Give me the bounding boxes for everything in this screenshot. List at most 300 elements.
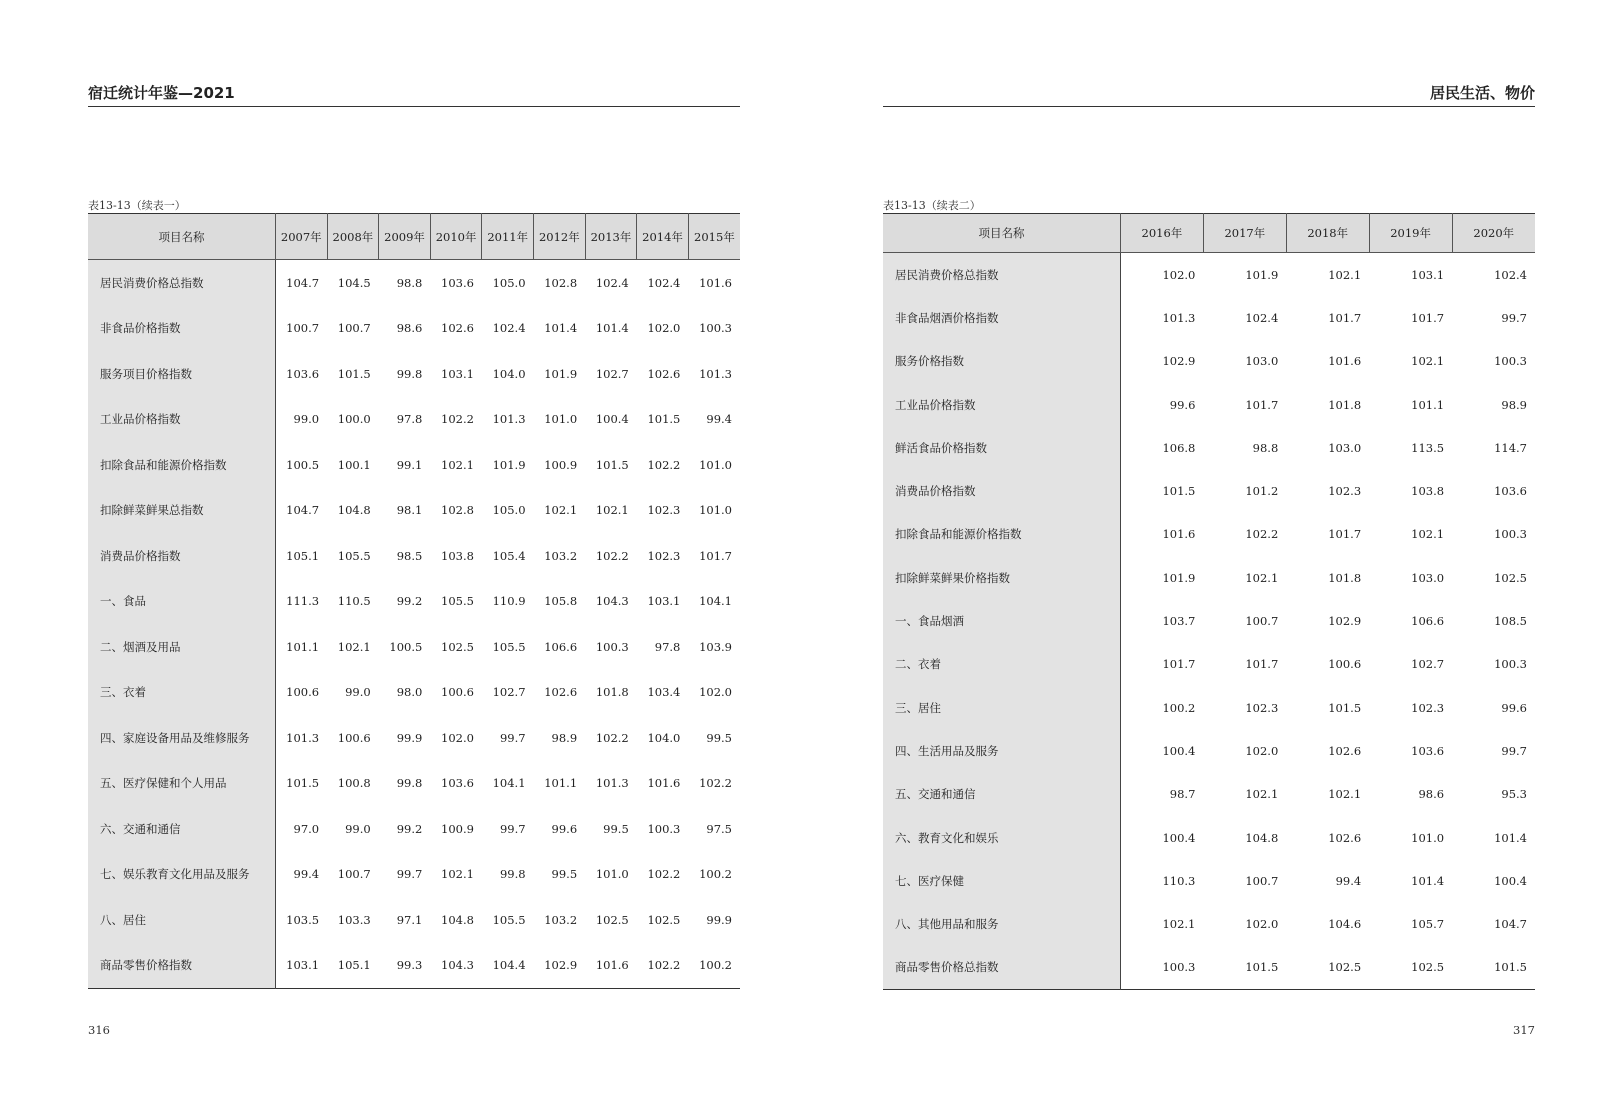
row-label: 商品零售价格指数 xyxy=(88,943,276,989)
table-header-row xyxy=(883,214,1535,253)
index-value: 101.3 xyxy=(492,412,526,427)
table-row xyxy=(883,946,1535,990)
index-value: 104.7 xyxy=(1494,917,1527,932)
index-value: 100.4 xyxy=(1162,830,1196,845)
table-caption: 表13-13（续表二） xyxy=(883,199,981,212)
row-label: 工业品价格指数 xyxy=(883,383,1121,426)
index-value: 102.1 xyxy=(1162,917,1196,932)
index-value: 101.5 xyxy=(647,412,681,427)
index-value: 101.5 xyxy=(1245,960,1279,975)
index-value: 105.5 xyxy=(441,594,474,609)
index-value: 100.3 xyxy=(1494,657,1527,672)
running-head xyxy=(88,84,740,107)
index-value: 101.7 xyxy=(1411,310,1445,325)
index-value: 100.7 xyxy=(337,321,371,336)
row-label: 鲜活食品价格指数 xyxy=(883,426,1121,469)
index-value: 101.5 xyxy=(1162,484,1196,499)
index-value: 102.5 xyxy=(595,912,629,927)
index-value: 101.7 xyxy=(1162,657,1196,672)
index-value: 104.5 xyxy=(337,275,371,290)
table-row xyxy=(88,715,740,761)
index-value: 103.2 xyxy=(544,912,578,927)
row-label: 扣除鲜菜鲜果价格指数 xyxy=(883,556,1121,599)
index-value: 102.6 xyxy=(1328,743,1362,758)
index-value: 110.9 xyxy=(492,594,526,609)
index-value: 101.0 xyxy=(1411,830,1445,845)
index-value: 103.1 xyxy=(1411,267,1445,282)
index-value: 102.1 xyxy=(1411,354,1445,369)
index-value: 100.7 xyxy=(286,321,320,336)
index-value: 102.3 xyxy=(1245,700,1279,715)
index-value: 100.5 xyxy=(286,457,320,472)
row-label: 二、烟酒及用品 xyxy=(88,624,276,670)
table-row xyxy=(883,340,1535,383)
index-value: 110.5 xyxy=(337,594,371,609)
index-value: 100.9 xyxy=(544,457,578,472)
row-label: 居民消费价格总指数 xyxy=(883,253,1121,297)
row-label: 一、食品 xyxy=(88,579,276,625)
row-label: 扣除食品和能源价格指数 xyxy=(88,442,276,488)
index-value: 100.4 xyxy=(595,412,629,427)
index-value: 103.1 xyxy=(647,594,681,609)
index-value: 101.3 xyxy=(699,366,732,381)
index-value: 102.2 xyxy=(699,776,732,791)
table-row xyxy=(883,296,1535,339)
index-value: 103.6 xyxy=(286,366,320,381)
index-value: 102.1 xyxy=(1328,787,1362,802)
index-value: 102.4 xyxy=(1245,310,1279,325)
row-label: 四、家庭设备用品及维修服务 xyxy=(88,715,276,761)
header-year: 2012年 xyxy=(534,214,586,260)
index-value: 101.7 xyxy=(1328,310,1362,325)
index-value: 102.0 xyxy=(1245,743,1279,758)
header-year: 2009年 xyxy=(379,214,431,260)
index-value: 102.5 xyxy=(441,639,474,654)
index-value: 102.4 xyxy=(492,321,526,336)
index-value: 100.3 xyxy=(1162,960,1196,975)
index-value: 102.2 xyxy=(647,867,681,882)
index-value: 100.6 xyxy=(441,685,474,700)
index-value: 101.0 xyxy=(544,412,578,427)
index-value: 102.6 xyxy=(647,366,681,381)
index-value: 100.6 xyxy=(1328,657,1362,672)
price-index-table-2007-2015 xyxy=(88,213,740,989)
index-value: 102.0 xyxy=(699,685,732,700)
index-value: 103.8 xyxy=(1411,484,1445,499)
index-value: 101.4 xyxy=(544,321,578,336)
index-value: 102.3 xyxy=(1328,484,1362,499)
index-value: 102.1 xyxy=(441,457,474,472)
index-value: 101.5 xyxy=(286,776,320,791)
index-value: 100.3 xyxy=(699,321,732,336)
index-value: 99.8 xyxy=(396,776,423,791)
index-value: 99.9 xyxy=(396,730,423,745)
header-year: 2014年 xyxy=(637,214,689,260)
index-value: 101.4 xyxy=(595,321,629,336)
index-value: 101.6 xyxy=(1162,527,1196,542)
row-label: 五、交通和通信 xyxy=(883,773,1121,816)
index-value: 101.6 xyxy=(595,958,629,973)
index-value: 104.7 xyxy=(286,503,320,518)
index-value: 100.6 xyxy=(286,685,320,700)
index-value: 104.1 xyxy=(699,594,732,609)
index-value: 102.1 xyxy=(441,867,474,882)
index-value: 100.2 xyxy=(1162,700,1196,715)
index-value: 104.8 xyxy=(441,912,474,927)
index-value: 101.9 xyxy=(492,457,526,472)
index-value: 108.5 xyxy=(1494,614,1527,629)
index-value: 101.7 xyxy=(1245,657,1279,672)
index-value: 101.0 xyxy=(595,867,629,882)
index-value: 105.4 xyxy=(492,548,526,563)
index-value: 99.5 xyxy=(706,730,732,745)
index-value: 101.9 xyxy=(1162,570,1196,585)
index-value: 100.8 xyxy=(337,776,371,791)
header-year: 2015年 xyxy=(688,214,740,260)
index-value: 103.9 xyxy=(699,639,732,654)
header-year: 2011年 xyxy=(482,214,534,260)
table-row xyxy=(88,533,740,579)
index-value: 102.9 xyxy=(1328,614,1362,629)
table-row xyxy=(883,902,1535,945)
index-value: 106.6 xyxy=(1411,614,1445,629)
index-value: 98.9 xyxy=(1501,397,1527,412)
index-value: 101.4 xyxy=(1494,830,1527,845)
index-value: 99.0 xyxy=(293,412,320,427)
table-row xyxy=(88,442,740,488)
index-value: 98.7 xyxy=(1169,787,1196,802)
index-value: 100.1 xyxy=(337,457,371,472)
right-page xyxy=(883,0,1535,1099)
row-label: 非食品烟酒价格指数 xyxy=(883,296,1121,339)
index-value: 102.4 xyxy=(1494,267,1527,282)
index-value: 106.6 xyxy=(544,639,578,654)
index-value: 103.8 xyxy=(441,548,474,563)
row-label: 扣除食品和能源价格指数 xyxy=(883,513,1121,556)
page-number: 316 xyxy=(88,1023,110,1037)
index-value: 99.2 xyxy=(396,821,423,836)
running-head xyxy=(883,84,1535,107)
index-value: 97.8 xyxy=(654,639,681,654)
index-value: 98.6 xyxy=(1418,787,1445,802)
row-label: 三、居住 xyxy=(883,686,1121,729)
index-value: 101.7 xyxy=(1245,397,1279,412)
index-value: 99.6 xyxy=(551,821,578,836)
row-label: 扣除鲜菜鲜果总指数 xyxy=(88,488,276,534)
index-value: 98.6 xyxy=(396,321,423,336)
index-value: 102.6 xyxy=(1328,830,1362,845)
index-value: 101.5 xyxy=(337,366,371,381)
index-value: 110.3 xyxy=(1162,873,1196,888)
index-value: 99.6 xyxy=(1169,397,1196,412)
index-value: 101.5 xyxy=(1494,960,1527,975)
index-value: 99.7 xyxy=(396,867,423,882)
row-label: 四、生活用品及服务 xyxy=(883,729,1121,772)
table-row xyxy=(88,852,740,898)
index-value: 101.0 xyxy=(699,457,732,472)
index-value: 103.6 xyxy=(1411,743,1445,758)
index-value: 105.7 xyxy=(1411,917,1445,932)
table-row xyxy=(883,773,1535,816)
row-label: 一、食品烟酒 xyxy=(883,599,1121,642)
index-value: 97.5 xyxy=(706,821,732,836)
table-row xyxy=(883,469,1535,512)
table-row xyxy=(88,670,740,716)
index-value: 100.5 xyxy=(389,639,423,654)
index-value: 99.4 xyxy=(1335,873,1362,888)
table-row xyxy=(88,897,740,943)
index-value: 105.5 xyxy=(337,548,371,563)
index-value: 99.4 xyxy=(293,867,320,882)
index-value: 104.7 xyxy=(286,275,320,290)
index-value: 103.1 xyxy=(286,958,320,973)
table-row xyxy=(88,761,740,807)
index-value: 106.8 xyxy=(1162,440,1196,455)
index-value: 103.6 xyxy=(441,275,474,290)
index-value: 102.8 xyxy=(544,275,578,290)
row-label: 六、交通和通信 xyxy=(88,806,276,852)
index-value: 101.5 xyxy=(595,457,629,472)
index-value: 98.0 xyxy=(396,685,423,700)
index-value: 101.5 xyxy=(1328,700,1362,715)
index-value: 103.7 xyxy=(1162,614,1196,629)
index-value: 101.2 xyxy=(1245,484,1279,499)
index-value: 102.1 xyxy=(337,639,371,654)
table-row xyxy=(88,806,740,852)
index-value: 104.0 xyxy=(647,730,681,745)
index-value: 100.0 xyxy=(337,412,371,427)
index-value: 104.3 xyxy=(441,958,474,973)
index-value: 100.3 xyxy=(595,639,629,654)
row-label: 二、衣着 xyxy=(883,643,1121,686)
row-label: 消费品价格指数 xyxy=(88,533,276,579)
table-row xyxy=(88,579,740,625)
table-row xyxy=(883,383,1535,426)
index-value: 102.1 xyxy=(1328,267,1362,282)
row-label: 商品零售价格总指数 xyxy=(883,946,1121,990)
header-year: 2013年 xyxy=(585,214,637,260)
index-value: 105.0 xyxy=(492,275,526,290)
index-value: 100.7 xyxy=(337,867,371,882)
row-label: 七、医疗保健 xyxy=(883,859,1121,902)
index-value: 98.5 xyxy=(396,548,423,563)
index-value: 97.8 xyxy=(396,412,423,427)
header-year: 2019年 xyxy=(1369,214,1452,253)
index-value: 103.5 xyxy=(286,912,320,927)
table-row xyxy=(883,599,1535,642)
index-value: 101.7 xyxy=(699,548,732,563)
index-value: 102.1 xyxy=(544,503,578,518)
index-value: 102.1 xyxy=(1411,527,1445,542)
header-item-name: 项目名称 xyxy=(88,214,276,260)
row-label: 工业品价格指数 xyxy=(88,397,276,443)
row-label: 七、娱乐教育文化用品及服务 xyxy=(88,852,276,898)
index-value: 104.1 xyxy=(492,776,526,791)
index-value: 101.0 xyxy=(699,503,732,518)
index-value: 104.3 xyxy=(595,594,629,609)
table-row xyxy=(883,816,1535,859)
index-value: 100.2 xyxy=(699,867,732,882)
index-value: 100.3 xyxy=(1494,354,1527,369)
index-value: 102.2 xyxy=(647,457,681,472)
index-value: 102.1 xyxy=(1245,787,1279,802)
row-label: 六、教育文化和娱乐 xyxy=(883,816,1121,859)
index-value: 101.6 xyxy=(1328,354,1362,369)
row-label: 八、其他用品和服务 xyxy=(883,902,1121,945)
index-value: 102.9 xyxy=(1162,354,1196,369)
index-value: 100.4 xyxy=(1162,743,1196,758)
index-value: 101.9 xyxy=(1245,267,1279,282)
index-value: 105.5 xyxy=(492,639,526,654)
index-value: 99.2 xyxy=(396,594,423,609)
index-value: 102.0 xyxy=(1162,267,1196,282)
index-value: 101.6 xyxy=(699,275,732,290)
index-value: 98.1 xyxy=(396,503,423,518)
row-label: 三、衣着 xyxy=(88,670,276,716)
index-value: 102.3 xyxy=(1411,700,1445,715)
index-value: 105.1 xyxy=(286,548,320,563)
index-value: 102.9 xyxy=(544,958,578,973)
index-value: 102.2 xyxy=(441,412,474,427)
index-value: 104.6 xyxy=(1328,917,1362,932)
index-value: 101.9 xyxy=(544,366,578,381)
table-row xyxy=(883,686,1535,729)
index-value: 101.1 xyxy=(544,776,578,791)
index-value: 103.2 xyxy=(544,548,578,563)
index-value: 103.0 xyxy=(1245,354,1279,369)
header-year: 2010年 xyxy=(430,214,482,260)
table-row xyxy=(883,513,1535,556)
index-value: 102.5 xyxy=(1328,960,1362,975)
index-value: 100.7 xyxy=(1245,873,1279,888)
table-row xyxy=(883,729,1535,772)
index-value: 97.1 xyxy=(396,912,423,927)
index-value: 105.1 xyxy=(337,958,371,973)
table-row xyxy=(883,643,1535,686)
index-value: 105.8 xyxy=(544,594,578,609)
index-value: 99.8 xyxy=(396,366,423,381)
table-row xyxy=(88,943,740,989)
index-value: 101.8 xyxy=(1328,397,1362,412)
index-value: 100.7 xyxy=(1245,614,1279,629)
index-value: 97.0 xyxy=(293,821,320,836)
row-label: 居民消费价格总指数 xyxy=(88,260,276,306)
index-value: 101.8 xyxy=(595,685,629,700)
index-value: 99.7 xyxy=(1501,743,1527,758)
index-value: 99.5 xyxy=(603,821,629,836)
table-row xyxy=(88,624,740,670)
row-label: 服务价格指数 xyxy=(883,340,1121,383)
index-value: 114.7 xyxy=(1494,440,1527,455)
index-value: 101.3 xyxy=(286,730,320,745)
table-header-row xyxy=(88,214,740,260)
header-year: 2016年 xyxy=(1121,214,1204,253)
index-value: 104.8 xyxy=(1245,830,1279,845)
index-value: 99.6 xyxy=(1501,700,1527,715)
index-value: 102.3 xyxy=(647,548,681,563)
index-value: 99.5 xyxy=(551,867,578,882)
table-row xyxy=(88,260,740,306)
index-value: 102.2 xyxy=(595,730,629,745)
index-value: 99.1 xyxy=(396,457,423,472)
index-value: 100.9 xyxy=(441,821,474,836)
running-head-title: 宿迁统计年鉴—2021 xyxy=(88,84,235,102)
index-value: 102.4 xyxy=(647,275,681,290)
index-value: 104.8 xyxy=(337,503,371,518)
index-value: 99.3 xyxy=(396,958,423,973)
header-item-name: 项目名称 xyxy=(883,214,1121,253)
index-value: 98.9 xyxy=(551,730,578,745)
table-caption: 表13-13（续表一） xyxy=(88,199,186,212)
index-value: 102.5 xyxy=(1411,960,1445,975)
index-value: 103.6 xyxy=(1494,484,1527,499)
table-row xyxy=(88,351,740,397)
index-value: 103.0 xyxy=(1411,570,1445,585)
page-number: 317 xyxy=(1513,1023,1535,1037)
index-value: 101.7 xyxy=(1328,527,1362,542)
index-value: 102.0 xyxy=(647,321,681,336)
header-year: 2007年 xyxy=(276,214,328,260)
index-value: 105.5 xyxy=(492,912,526,927)
index-value: 103.4 xyxy=(647,685,681,700)
index-value: 99.7 xyxy=(499,821,526,836)
header-year: 2017年 xyxy=(1203,214,1286,253)
index-value: 101.3 xyxy=(595,776,629,791)
row-label: 八、居住 xyxy=(88,897,276,943)
index-value: 104.4 xyxy=(492,958,526,973)
index-value: 100.6 xyxy=(337,730,371,745)
table-row xyxy=(88,488,740,534)
index-value: 99.8 xyxy=(499,867,526,882)
index-value: 95.3 xyxy=(1501,787,1527,802)
index-value: 103.1 xyxy=(441,366,474,381)
index-value: 102.7 xyxy=(595,366,629,381)
index-value: 102.1 xyxy=(595,503,629,518)
index-value: 102.0 xyxy=(441,730,474,745)
table-row xyxy=(883,253,1535,297)
index-value: 98.8 xyxy=(396,275,423,290)
row-label: 消费品价格指数 xyxy=(883,469,1121,512)
index-value: 102.0 xyxy=(1245,917,1279,932)
table-row xyxy=(883,556,1535,599)
index-value: 101.8 xyxy=(1328,570,1362,585)
index-value: 104.0 xyxy=(492,366,526,381)
header-year: 2018年 xyxy=(1286,214,1369,253)
table-row xyxy=(883,859,1535,902)
table-row xyxy=(88,306,740,352)
index-value: 99.9 xyxy=(706,912,732,927)
row-label: 服务项目价格指数 xyxy=(88,351,276,397)
index-value: 99.0 xyxy=(345,685,371,700)
index-value: 102.2 xyxy=(595,548,629,563)
row-label: 非食品价格指数 xyxy=(88,306,276,352)
index-value: 102.5 xyxy=(647,912,681,927)
index-value: 102.6 xyxy=(441,321,474,336)
index-value: 101.3 xyxy=(1162,310,1196,325)
price-index-table-2016-2020 xyxy=(883,213,1535,990)
table-row xyxy=(88,397,740,443)
index-value: 103.6 xyxy=(441,776,474,791)
index-value: 100.3 xyxy=(647,821,681,836)
index-value: 101.6 xyxy=(647,776,681,791)
index-value: 100.3 xyxy=(1494,527,1527,542)
index-value: 113.5 xyxy=(1411,440,1445,455)
index-value: 101.1 xyxy=(286,639,320,654)
index-value: 111.3 xyxy=(286,594,320,609)
index-value: 101.1 xyxy=(1411,397,1445,412)
header-year: 2020年 xyxy=(1452,214,1535,253)
running-head-title: 居民生活、物价 xyxy=(1429,84,1535,102)
